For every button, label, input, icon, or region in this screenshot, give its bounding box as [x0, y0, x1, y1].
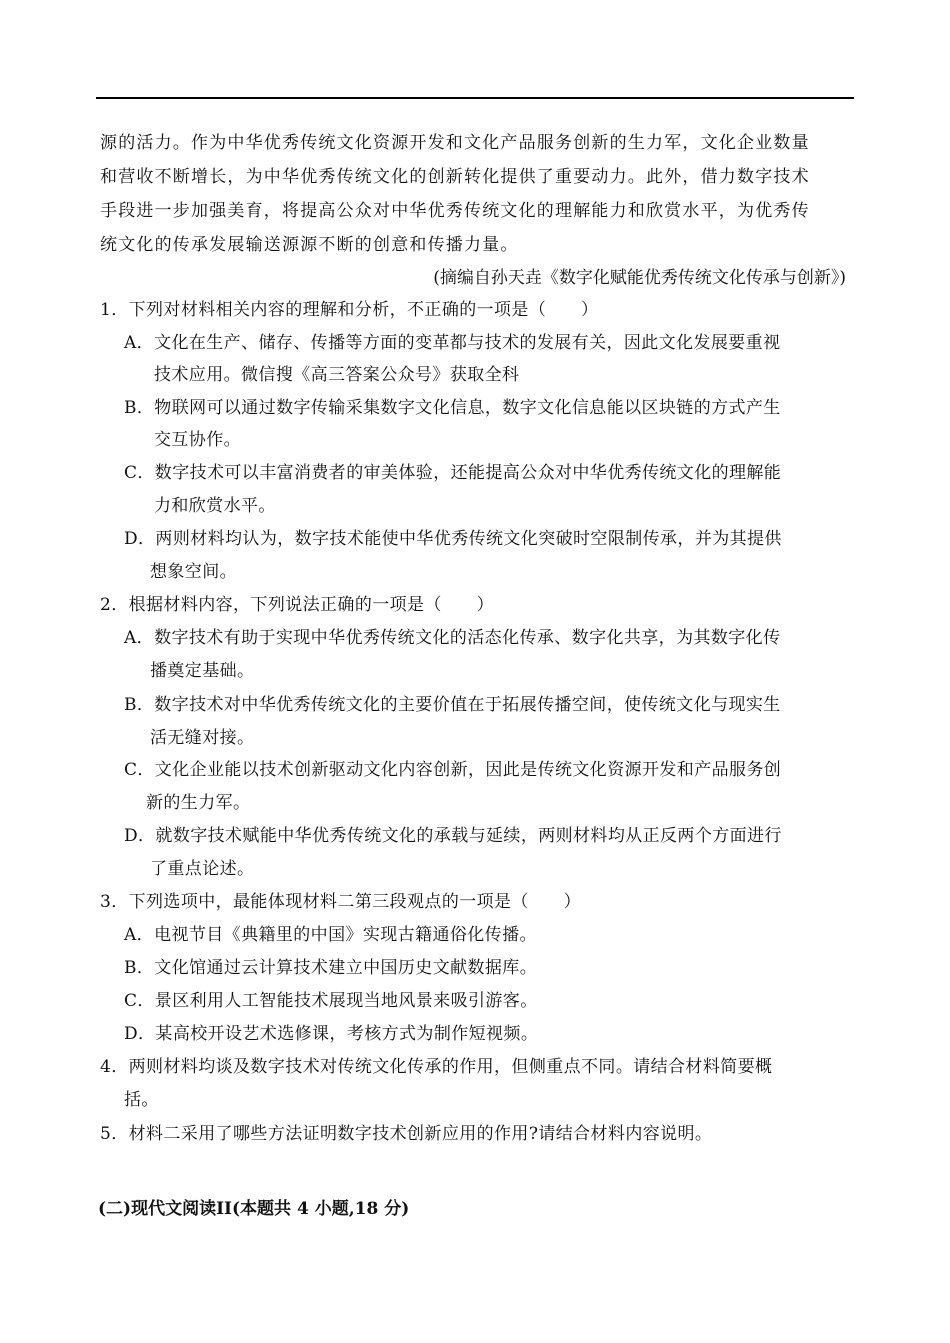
- passage-line: 和营收不断增长，为中华优秀传统文化的创新转化提供了重要动力。此外，借力数字技术: [100, 167, 810, 187]
- question-2-option-c: C．文化企业能以技术创新驱动文化内容创新，因此是传统文化资源开发和产品服务创: [124, 760, 782, 780]
- question-1-stem: 1．下列对材料相关内容的理解和分析，不正确的一项是（ ）: [100, 300, 599, 320]
- header-rule: [96, 97, 854, 99]
- question-2-option-d-cont: 了重点论述。: [150, 859, 255, 879]
- section-title: (二)现代文阅读II(本题共 4 小题,18 分): [98, 1199, 410, 1219]
- question-1-option-d-cont: 想象空间。: [150, 562, 237, 582]
- question-2-option-c-cont: 新的生力军。: [146, 793, 251, 813]
- question-1-option-c-cont: 力和欣赏水平。: [154, 496, 276, 516]
- passage-source: (摘编自孙天垚《数字化赋能优秀传统文化传承与创新》): [433, 268, 846, 288]
- question-4-stem: 4．两则材料均谈及数字技术对传统文化传承的作用，但侧重点不同。请结合材料简要概: [100, 1057, 773, 1077]
- question-1-option-b: B．物联网可以通过数字传输采集数字文化信息，数字文化信息能以区块链的方式产生: [124, 398, 781, 418]
- question-4-stem-cont: 括。: [124, 1090, 159, 1110]
- question-1-option-b-cont: 交互协作。: [154, 430, 241, 450]
- question-2-option-b-cont: 活无缝对接。: [150, 728, 255, 748]
- question-2-option-a-cont: 播奠定基础。: [150, 661, 255, 681]
- question-3-option-c: C．景区利用人工智能技术展现当地风景来吸引游客。: [124, 991, 538, 1011]
- passage-paragraph: [100, 126, 852, 262]
- question-2-option-b: B．数字技术对中华优秀传统文化的主要价值在于拓展传播空间，使传统文化与现实生: [124, 695, 781, 715]
- question-2-stem: 2．根据材料内容，下列说法正确的一项是（ ）: [100, 595, 495, 615]
- question-1-option-c: C．数字技术可以丰富消费者的审美体验，还能提高公众对中华优秀传统文化的理解能: [124, 463, 782, 483]
- question-5-stem: 5．材料二采用了哪些方法证明数字技术创新应用的作用?请结合材料内容说明。: [100, 1124, 713, 1144]
- question-2-option-d: D．就数字技术赋能中华优秀传统文化的承载与延续，两则材料均从正反两个方面进行: [124, 826, 782, 846]
- question-1-option-d: D．两则材料均认为，数字技术能使中华优秀传统文化突破时空限制传承，并为其提供: [124, 529, 782, 549]
- question-3-stem: 3．下列选项中，最能体现材料二第三段观点的一项是（ ）: [100, 892, 582, 912]
- question-3-option-a: A．电视节目《典籍里的中国》实现古籍通俗化传播。: [124, 925, 537, 945]
- question-3-option-b: B．文化馆通过云计算技术建立中国历史文献数据库。: [124, 958, 538, 978]
- question-3-option-d: D．某高校开设艺术选修课，考核方式为制作短视频。: [124, 1024, 539, 1044]
- passage-line: 统文化的传承发展输送源源不断的创意和传播力量。: [100, 235, 519, 255]
- question-1-option-a: A．文化在生产、储存、传播等方面的变革都与技术的发展有关，因此文化发展要重视: [124, 333, 781, 353]
- question-2-option-a: A．数字技术有助于实现中华优秀传统文化的活态化传承、数字化共享，为其数字化传: [124, 628, 781, 648]
- passage-line: 手段进一步加强美育，将提高公众对中华优秀传统文化的理解能力和欣赏水平，为优秀传: [100, 201, 810, 221]
- passage-line: 源的活力。作为中华优秀传统文化资源开发和文化产品服务创新的生力军，文化企业数量: [100, 133, 810, 153]
- question-1-option-a-cont: 技术应用。微信搜《高三答案公众号》获取全科: [154, 365, 520, 385]
